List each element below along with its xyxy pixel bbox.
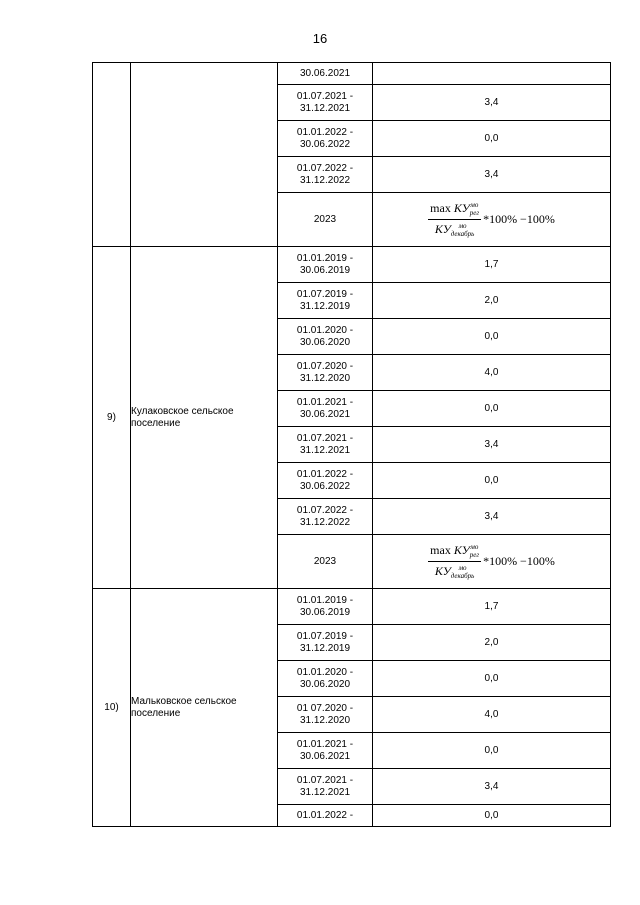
period-cell: 01.01.2021 - 30.06.2021	[278, 391, 373, 427]
period-cell: 2023	[278, 193, 373, 247]
row-number: 10)	[93, 589, 131, 827]
period-cell: 01 07.2020 - 31.12.2020	[278, 697, 373, 733]
table-row	[93, 63, 611, 85]
period-cell: 30.06.2021	[278, 63, 373, 85]
settlement-name: Мальковское сельское поселение	[131, 589, 278, 827]
row-number: 9)	[93, 247, 131, 589]
value-cell: 3,4	[373, 85, 611, 121]
value-cell: 1,7	[373, 589, 611, 625]
period-cell: 01.01.2020 - 30.06.2020	[278, 661, 373, 697]
period-cell: 01.07.2021 - 31.12.2021	[278, 769, 373, 805]
value-cell: 0,0	[373, 391, 611, 427]
settlement-name: Кулаковское сельское поселение	[131, 247, 278, 589]
period-cell: 01.01.2022 -	[278, 805, 373, 827]
period-cell: 01.01.2022 - 30.06.2022	[278, 121, 373, 157]
period-cell: 01.07.2019 - 31.12.2019	[278, 283, 373, 319]
value-cell: 0,0	[373, 121, 611, 157]
period-cell: 01.01.2021 - 30.06.2021	[278, 733, 373, 769]
period-cell: 01.07.2022 - 31.12.2022	[278, 157, 373, 193]
formula-cell	[373, 535, 611, 589]
value-cell	[373, 63, 611, 85]
value-cell: 2,0	[373, 283, 611, 319]
value-cell: 0,0	[373, 463, 611, 499]
period-cell: 01.07.2021 - 31.12.2021	[278, 85, 373, 121]
period-cell: 01.07.2020 - 31.12.2020	[278, 355, 373, 391]
tariff-table	[92, 62, 611, 827]
page-number: 16	[312, 31, 328, 46]
value-cell: 0,0	[373, 805, 611, 827]
table-row	[93, 589, 611, 625]
value-cell: 3,4	[373, 499, 611, 535]
value-cell: 2,0	[373, 625, 611, 661]
value-cell: 3,4	[373, 427, 611, 463]
value-cell: 1,7	[373, 247, 611, 283]
period-cell: 01.07.2022 - 31.12.2022	[278, 499, 373, 535]
settlement-name	[131, 63, 278, 247]
period-cell: 01.07.2019 - 31.12.2019	[278, 625, 373, 661]
index-formula: max КУ мо рег КУ мо декабрь *100% −100%	[430, 200, 555, 239]
period-cell: 01.01.2019 - 30.06.2019	[278, 247, 373, 283]
period-cell: 2023	[278, 535, 373, 589]
period-cell: 01.01.2022 - 30.06.2022	[278, 463, 373, 499]
value-cell: 3,4	[373, 157, 611, 193]
value-cell: 0,0	[373, 661, 611, 697]
table-row	[93, 247, 611, 283]
row-number	[93, 63, 131, 247]
index-formula: max КУ мо рег КУ мо декабрь *100% −100%	[430, 542, 555, 581]
value-cell: 0,0	[373, 319, 611, 355]
value-cell: 4,0	[373, 355, 611, 391]
period-cell: 01.01.2019 - 30.06.2019	[278, 589, 373, 625]
value-cell: 0,0	[373, 733, 611, 769]
value-cell: 3,4	[373, 769, 611, 805]
formula-cell	[373, 193, 611, 247]
period-cell: 01.07.2021 - 31.12.2021	[278, 427, 373, 463]
period-cell: 01.01.2020 - 30.06.2020	[278, 319, 373, 355]
value-cell: 4,0	[373, 697, 611, 733]
